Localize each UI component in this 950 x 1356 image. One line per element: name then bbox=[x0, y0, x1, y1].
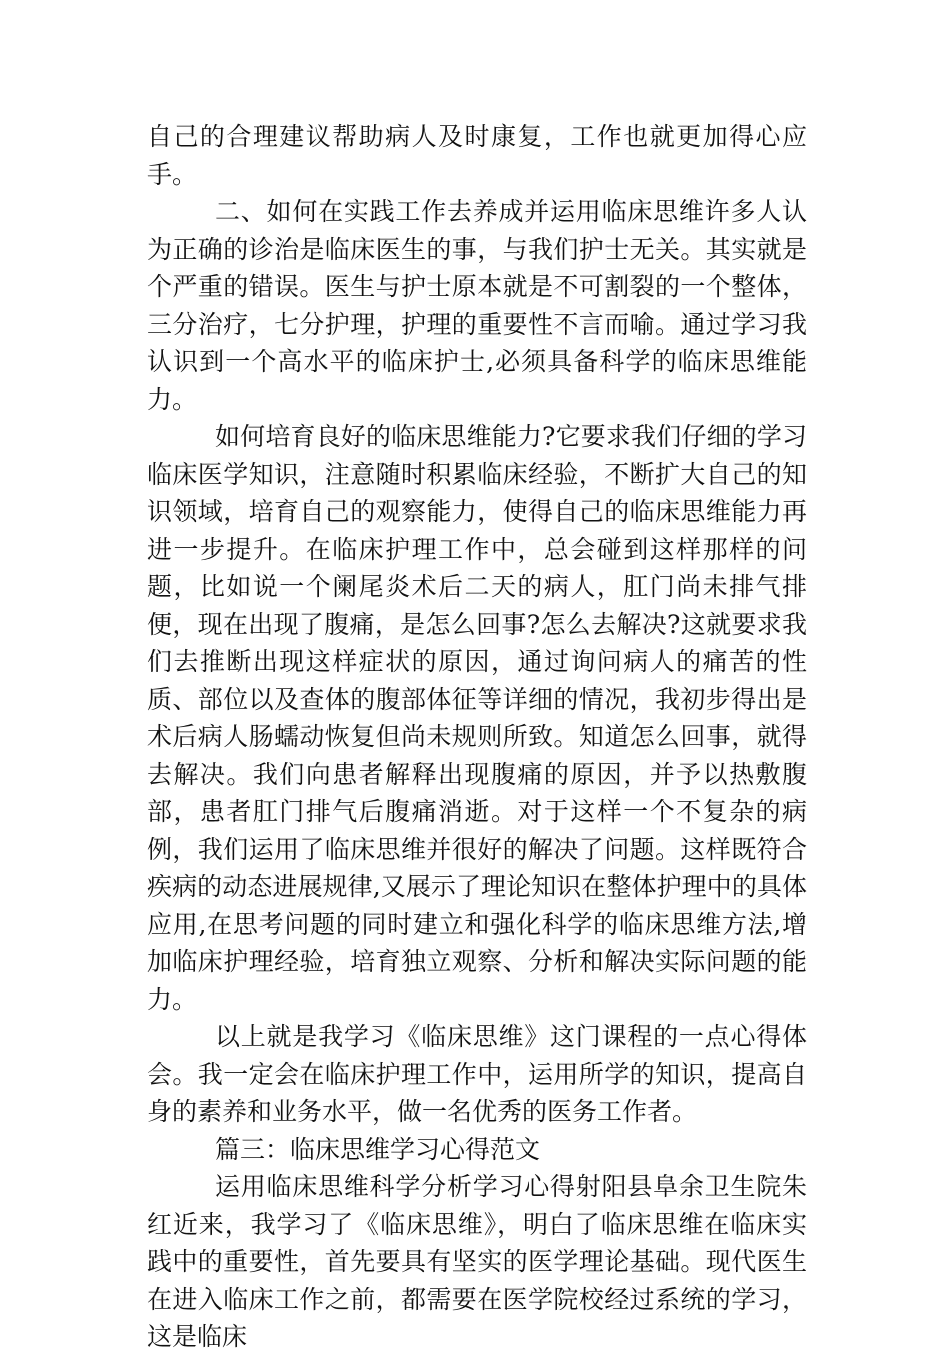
paragraph-section-two: 二、如何在实践工作去养成并运用临床思维许多人认为正确的诊治是临床医生的事，与我们护士无关。其实就是个严重的错误。医生与护士原本就是不可割裂的一个整体，三分治疗，七分护理，护理的重要性不言而喻。通过学习我认识到一个高水平的临床护士,必须具备科学的临床思维能力。 bbox=[147, 197, 807, 414]
paragraph-conclusion: 以上就是我学习《临床思维》这门课程的一点心得体会。我一定会在临床护理工作中，运用所学的知识，提高自身的素养和业务水平，做一名优秀的医务工作者。 bbox=[147, 1022, 807, 1126]
section-heading-part-three: 篇三：临床思维学习心得范文 bbox=[215, 1134, 541, 1164]
paragraph-part-three-intro: 运用临床思维科学分析学习心得射阳县阜余卫生院朱红近来，我学习了《临床思维》，明白了临床思维在临床实践中的重要性，首先要具有坚实的医学理论基础。现代医生在进入临床工作之前，都需要在医学院校经过系统的学习，这是临床 bbox=[147, 1172, 807, 1351]
paragraph-clinical-thinking-ability: 如何培育良好的临床思维能力?它要求我们仔细的学习临床医学知识，注意随时积累临床经验，不断扩大自己的知识领域，培育自己的观察能力，使得自己的临床思维能力再进一步提升。在临床护理工作中，总会碰到这样那样的问题，比如说一个阑尾炎术后二天的病人，肛门尚未排气排便，现在出现了腹痛，是怎么回事?怎么去解决?这就要求我们去推断出现这样症状的原因，通过询问病人的痛苦的性质、部位以及查体的腹部体征等详细的情况，我初步得出是术后病人肠蠕动恢复但尚未规则所致。知道怎么回事，就得去解决。我们向患者解释出现腹痛的原因，并予以热敷腹部，患者肛门排气后腹痛消逝。对于这样一个不复杂的病例，我们运用了临床思维并很好的解决了问题。这样既符合疾病的动态进展规律,又展示了理论知识在整体护理中的具体应用,在思考问题的同时建立和强化科学的临床思维方法,增加临床护理经验，培育独立观察、分析和解决实际问题的能力。 bbox=[147, 422, 807, 1014]
paragraph-continuation: 自己的合理建议帮助病人及时康复，工作也就更加得心应手。 bbox=[147, 122, 807, 189]
document-body bbox=[147, 118, 807, 1356]
